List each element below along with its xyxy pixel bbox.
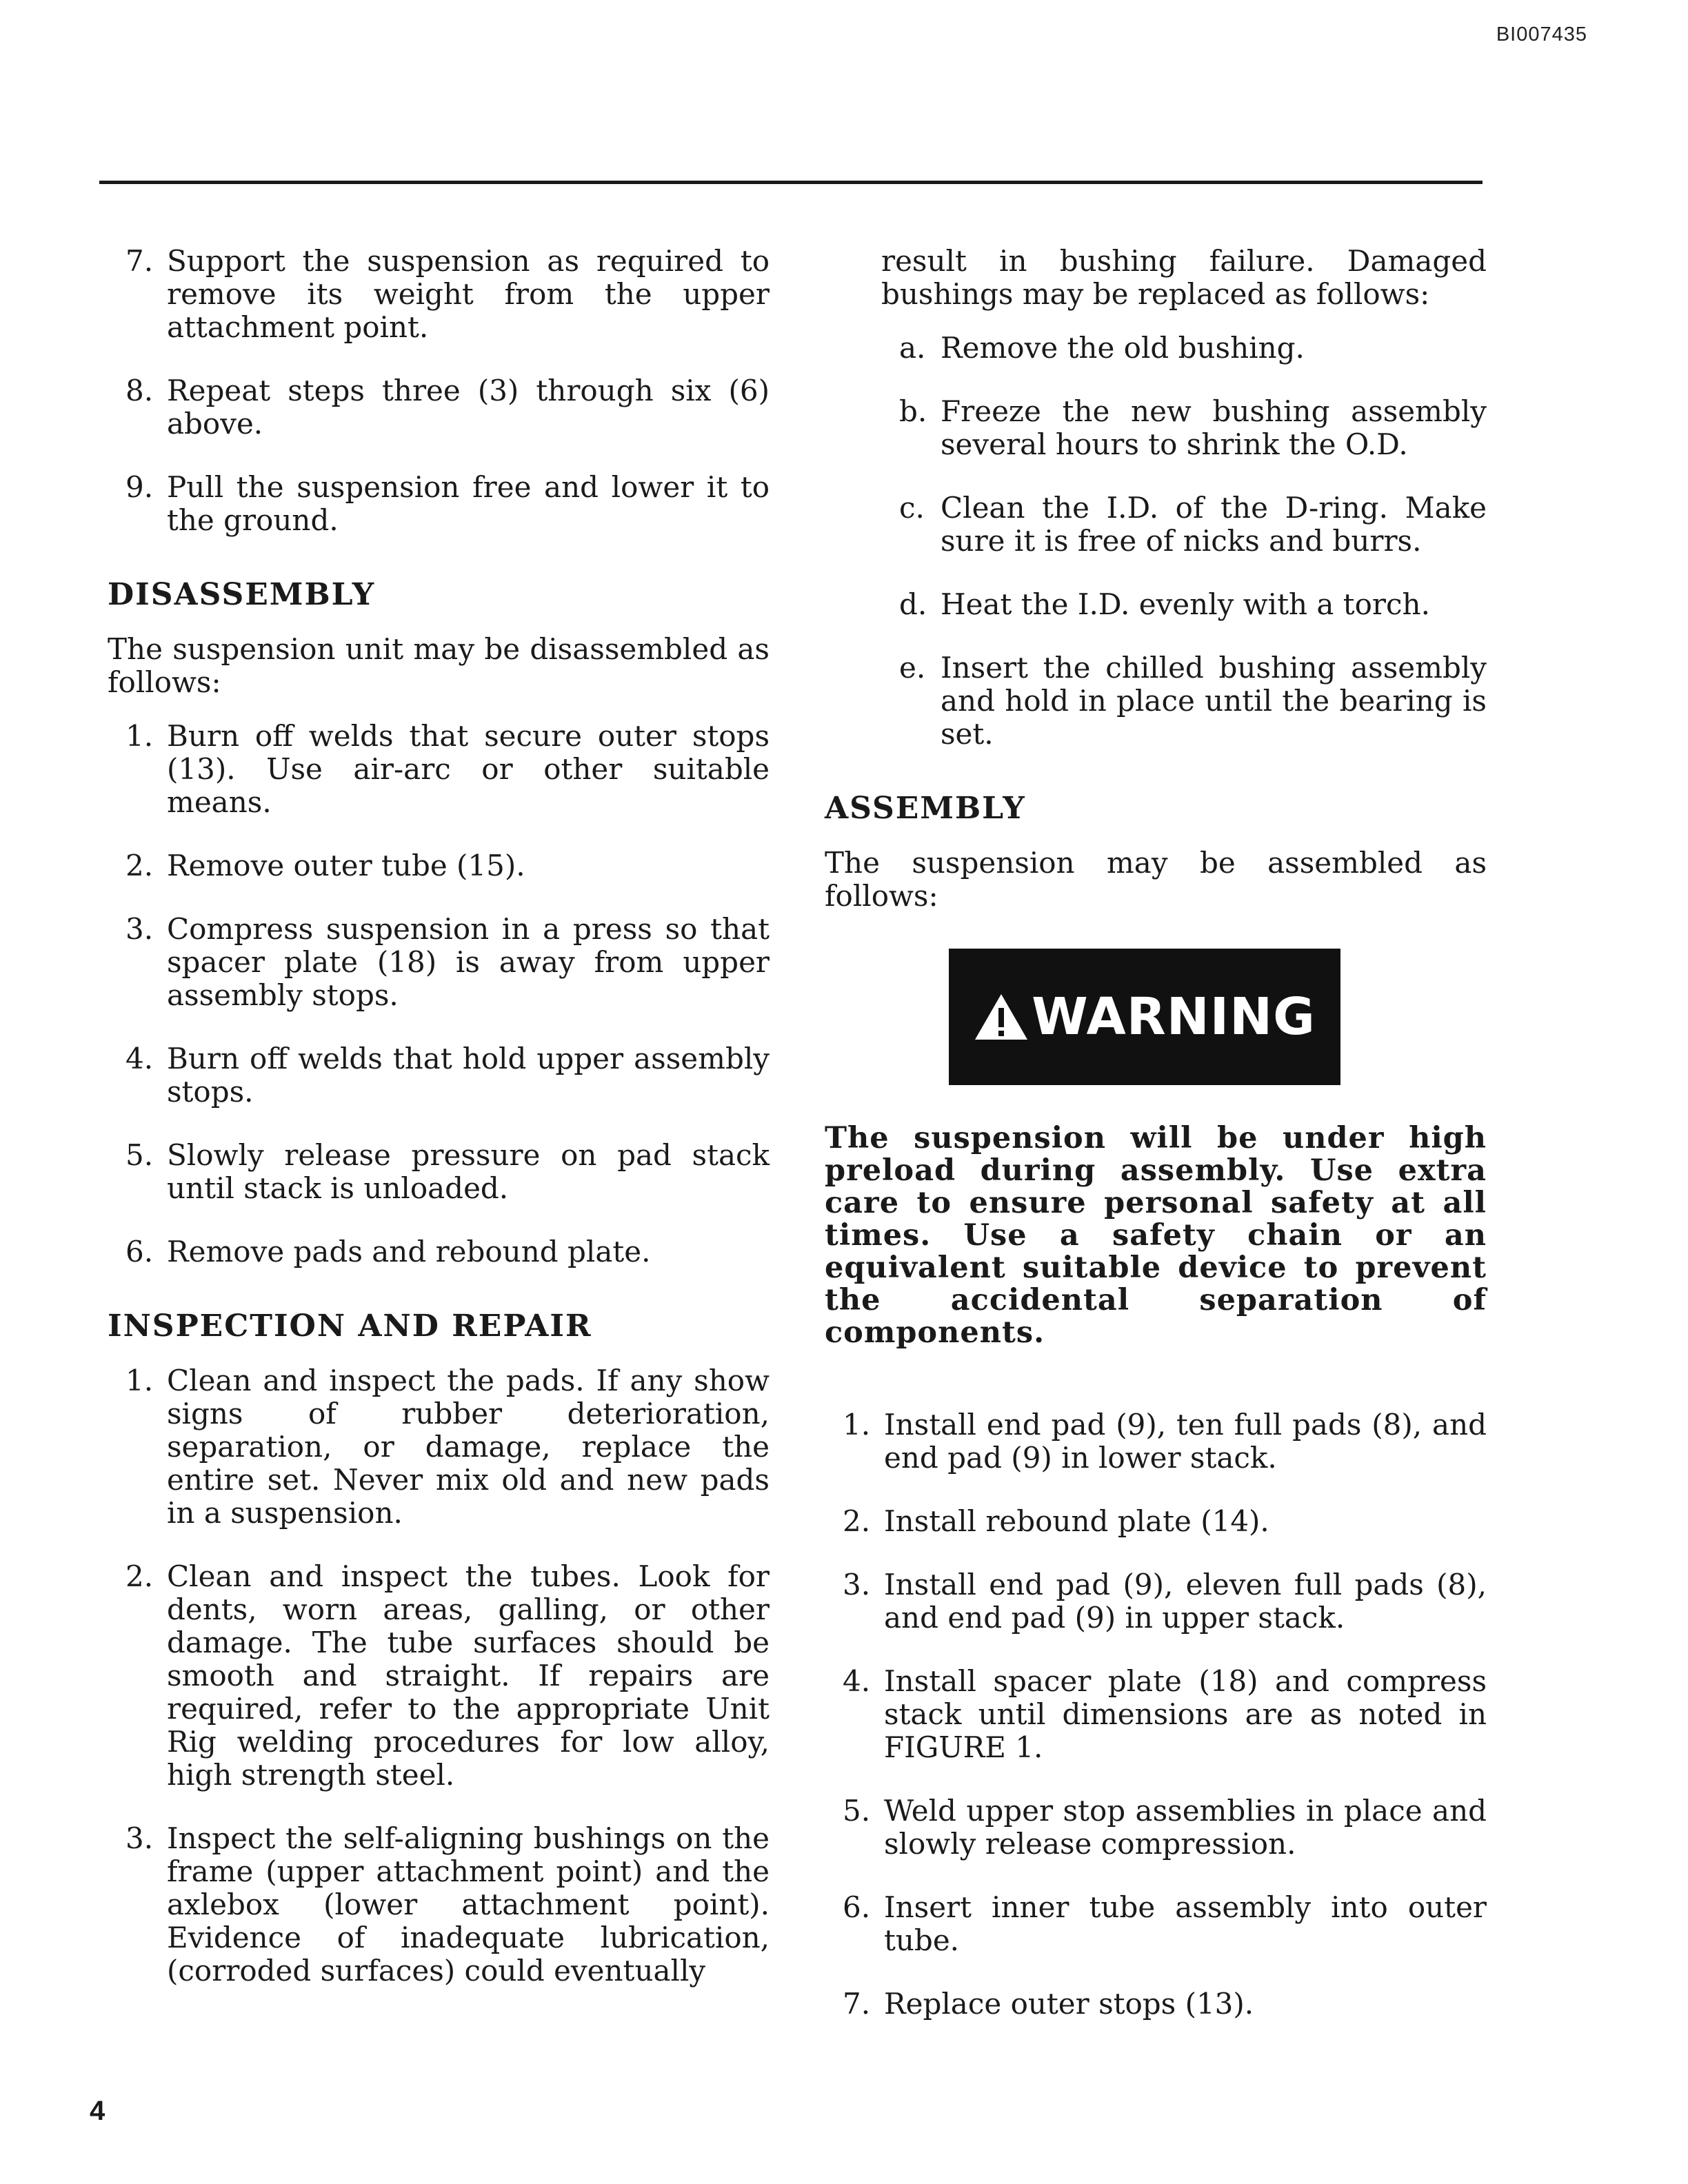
document-id: BI007435 (1496, 23, 1587, 46)
disassembly-intro: The suspension unit may be disassembled as follows: (108, 632, 770, 699)
bushing-continuation: result in bushing failure. Damaged bushings may be replaced as follows: (881, 244, 1487, 311)
list-item: 4. Install spacer plate (18) and compress stack until dimensions are as noted in FIGURE 1. (843, 1664, 1487, 1764)
list-item: 3. Compress suspension in a press so that spacer plate (18) is away from upper assembly stops. (125, 912, 770, 1012)
header-rule (99, 181, 1483, 184)
disassembly-steps (108, 720, 770, 1268)
assembly-intro: The suspension may be assembled as follows: (825, 846, 1487, 913)
left-column (108, 245, 770, 2018)
inspection-heading: INSPECTION AND REPAIR (108, 1308, 592, 1344)
list-item: 1. Clean and inspect the pads. If any show signs of rubber deterioration, separation, or damage, replace the entire set. Never mix old and new pads in a suspension. (125, 1364, 770, 1530)
list-item: 2. Remove outer tube (15). (125, 849, 525, 882)
list-item: 9. Pull the suspension free and lower it to the ground. (125, 470, 770, 537)
warning-triangle-icon (974, 993, 1029, 1041)
right-column (825, 245, 1487, 2051)
list-item: 3. Install end pad (9), eleven full pads (8), and end pad (9) in upper stack. (843, 1568, 1487, 1635)
list-item: 8. Repeat steps three (3) through six (6) above. (125, 374, 770, 441)
disassembly-heading: DISASSEMBLY (108, 577, 376, 612)
assembly-heading: ASSEMBLY (825, 791, 1026, 826)
list-item: 6. Remove pads and rebound plate. (125, 1235, 651, 1268)
warning-banner (949, 949, 1340, 1085)
list-item: a. Remove the old bushing. (899, 331, 1305, 365)
bushing-steps (881, 332, 1487, 751)
list-item: 6. Insert inner tube assembly into outer tube. (843, 1890, 1487, 1957)
list-item: e. Insert the chilled bushing assembly and hold in place until the bearing is set. (899, 651, 1487, 751)
warning-text: The suspension will be under high preload during assembly. Use extra care to ensure personal safety at all times. Use a safety chain or an equivalent suitable device to prevent the accidental separation of components. (825, 1121, 1487, 1350)
list-item: 4. Burn off welds that hold upper assembly stops. (125, 1042, 770, 1109)
list-item: d. Heat the I.D. evenly with a torch. (899, 587, 1430, 621)
list-item: 2. Clean and inspect the tubes. Look for dents, worn areas, galling, or other damage. The tube surfaces should be smooth and straight. If repairs are required, refer to the appropriate Unit Rig welding procedures for low alloy, high strength steel. (125, 1559, 770, 1792)
assembly-steps (825, 1408, 1487, 2021)
list-item: 5. Slowly release pressure on pad stack until stack is unloaded. (125, 1138, 770, 1205)
list-item: c. Clean the I.D. of the D-ring. Make sure it is free of nicks and burrs. (899, 491, 1487, 558)
warning-label: WARNING (1032, 987, 1316, 1046)
list-item: 3. Inspect the self-aligning bushings on the frame (upper attachment point) and the axlebox (lower attachment point). Evidence of inadequate lubrication, (corroded surfaces) could eventually (125, 1821, 770, 1988)
list-item: 2. Install rebound plate (14). (843, 1504, 1269, 1538)
list-item: b. Freeze the new bushing assembly several hours to shrink the O.D. (899, 394, 1487, 461)
inspection-steps (108, 1364, 770, 1988)
page-number: 4 (90, 2096, 106, 2126)
list-item: 1. Install end pad (9), ten full pads (8), and end pad (9) in lower stack. (843, 1408, 1487, 1475)
list-item: 5. Weld upper stop assemblies in place and slowly release compression. (843, 1794, 1487, 1861)
list-item: 7. Support the suspension as required to remove its weight from the upper attachment point. (125, 244, 770, 344)
list-item: 7. Replace outer stops (13). (843, 1987, 1254, 2021)
list-item: 1. Burn off welds that secure outer stops (13). Use air-arc or other suitable means. (125, 719, 770, 819)
removal-steps-continued (108, 245, 770, 537)
